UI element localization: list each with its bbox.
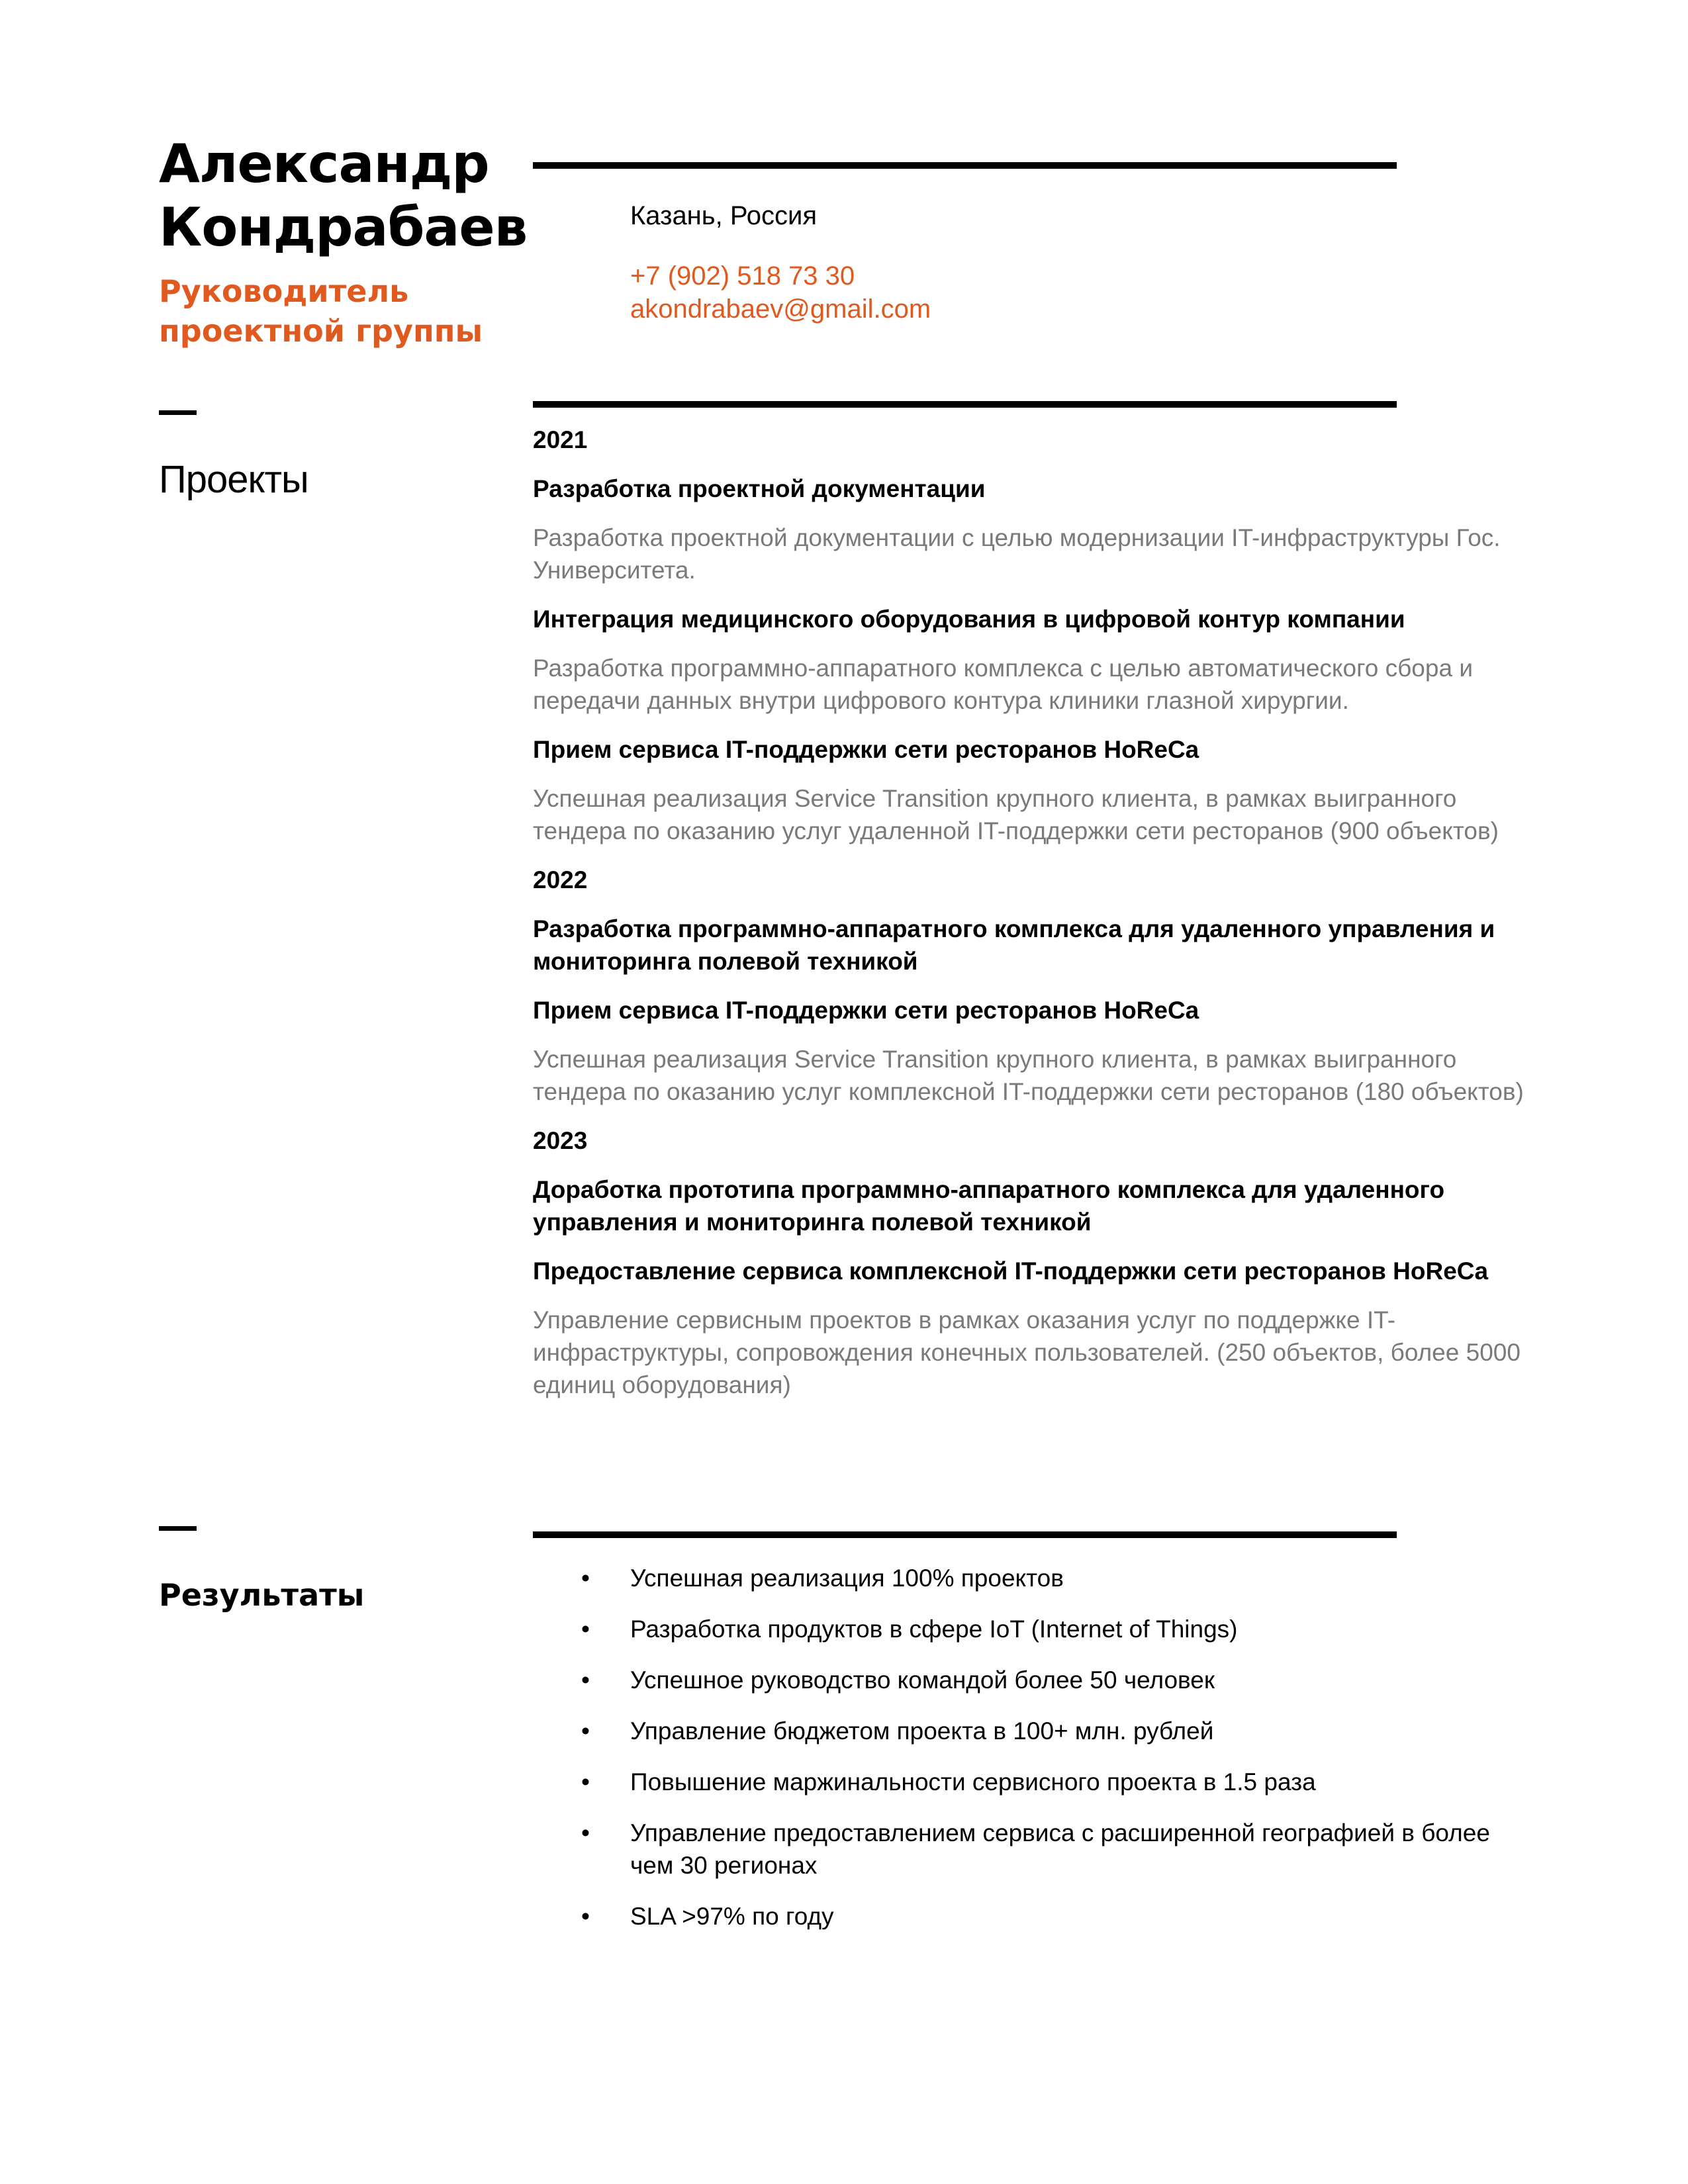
result-text: Успешная реализация 100% проектов [630,1565,1064,1592]
project-title: Разработка проектной документации [533,475,986,502]
job-title-line-1: Руководитель [159,273,409,309]
project-year: 2023 [533,1127,588,1154]
projects-list [533,424,1532,1418]
candidate-name [159,132,530,259]
candidate-first-name: Александр [159,133,489,195]
project-description: Успешная реализация Service Transition крупного клиента, в рамках выигранного тендера по оказанию услуг удаленной IT-поддержки сети ресторанов (900 объектов) [533,785,1499,844]
result-item [533,1613,1532,1645]
result-item [533,1766,1532,1798]
candidate-last-name: Кондрабаев [159,197,528,258]
project-title: Прием сервиса IT-поддержки сети ресторанов HoReCa [533,736,1199,763]
result-item [533,1817,1532,1882]
bullet-icon: • [581,1768,590,1796]
result-item [533,1664,1532,1696]
project-year: 2022 [533,866,588,893]
bullet-icon: • [581,1819,590,1846]
project-description: Разработка проектной документации с целью модернизации IT-инфраструктуры Гос. Университета. [533,524,1501,584]
contact-city: Казань, Россия [630,201,818,230]
bullet-icon: • [581,1903,590,1930]
project-title: Доработка прототипа программно-аппаратного комплекса для удаленного управления и мониторинга полевой техникой [533,1176,1445,1236]
bullet-icon: • [581,1565,590,1592]
project-description: Успешная реализация Service Transition крупного клиента, в рамках выигранного тендера по оказанию услуг комплексной IT-поддержки сети ресторанов (180 объектов) [533,1046,1524,1105]
project-title: Прием сервиса IT-поддержки сети ресторанов HoReCa [533,997,1199,1024]
bullet-icon: • [581,1717,590,1745]
result-text: Разработка продуктов в сфере IoT (Internet of Things) [630,1615,1238,1643]
project-description: Управление сервисным проектов в рамках оказания услуг по поддержке IT-инфраструктуры, сопровождения конечных пользователей. (250 объектов, более 5000 единиц оборудования) [533,1306,1521,1398]
header-rule [533,162,1397,169]
projects-heading: Проекты [159,458,308,501]
project-description: Разработка программно-аппаратного комплекса с целью автоматического сбора и передачи данных внутри цифрового контура клиники глазной хирургии. [533,655,1473,714]
result-item [533,1715,1532,1747]
bullet-icon: • [581,1615,590,1643]
results-heading: Результаты [159,1577,365,1613]
project-title: Предоставление сервиса комплексной IT-поддержки сети ресторанов HoReCa [533,1257,1489,1285]
result-text: Повышение маржинальности сервисного проекта в 1.5 раза [630,1768,1316,1796]
results-list [533,1562,1532,1951]
results-section-dash [159,1526,197,1531]
project-title: Интеграция медицинского оборудования в цифровой контур компании [533,606,1405,633]
bullet-icon: • [581,1666,590,1694]
results-rule [533,1531,1397,1538]
projects-rule [533,401,1397,408]
job-title-line-2: проектной группы [159,313,483,349]
result-text: Успешное руководство командой более 50 человек [630,1666,1215,1694]
contact-phone[interactable]: +7 (902) 518 73 30 [630,261,855,291]
project-year: 2021 [533,426,588,453]
result-item [533,1562,1532,1594]
contact-email[interactable]: akondrabaev@gmail.com [630,295,931,324]
project-title: Разработка программно-аппаратного комплекса для удаленного управления и мониторинга полевой техникой [533,915,1495,975]
result-item [533,1900,1532,1933]
result-text: SLA >97% по году [630,1903,834,1930]
job-title [159,271,503,351]
projects-section-dash [159,410,197,415]
result-text: Управление бюджетом проекта в 100+ млн. рублей [630,1717,1214,1745]
result-text: Управление предоставлением сервиса с расширенной географией в более чем 30 регионах [630,1819,1490,1879]
